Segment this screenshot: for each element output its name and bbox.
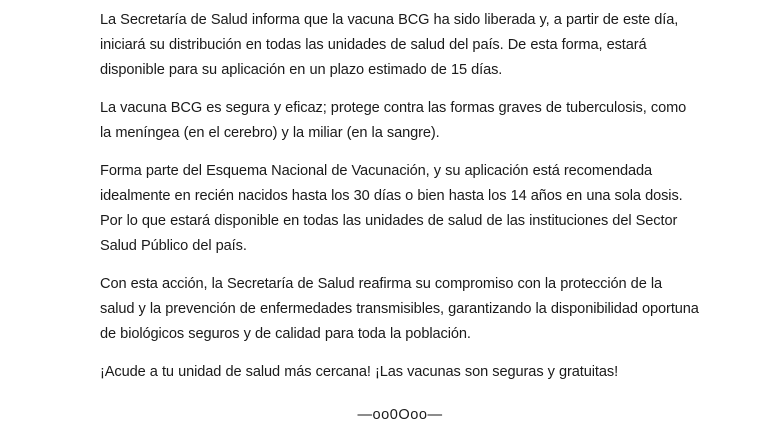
paragraph-1: La Secretaría de Salud informa que la vacuna BCG ha sido liberada y, a partir de este día, iniciará su distribución en todas las unidades de salud del país. De esta forma, estará disponible para su aplicación en un plazo estimado de 15 días. (100, 12, 679, 78)
paragraph-2: La vacuna BCG es segura y eficaz; protege contra las formas graves de tuberculosis, como la meníngea (en el cerebro) y la miliar (en la sangre). (100, 100, 687, 141)
document-body (100, 0, 700, 437)
closing-mark: —oo0Ooo— (357, 407, 443, 423)
paragraph-5: ¡Acude a tu unidad de salud más cercana! ¡Las vacunas son seguras y gratuitas! (100, 364, 619, 380)
paragraph-3: Forma parte del Esquema Nacional de Vacunación, y su aplicación está recomendada idealmente en recién nacidos hasta los 30 días o bien hasta los 14 años en una sola dosis. Por lo que estará disponible en todas las unidades de salud de las instituciones del Sector Salud Público del país. (100, 163, 683, 254)
paragraph-4: Con esta acción, la Secretaría de Salud reafirma su compromiso con la protección de la salud y la prevención de enfermedades transmisibles, garantizando la disponibilidad oportuna de biológicos seguros y de calidad para toda la población. (100, 276, 699, 342)
right-margin (700, 0, 777, 437)
left-margin (0, 0, 100, 437)
